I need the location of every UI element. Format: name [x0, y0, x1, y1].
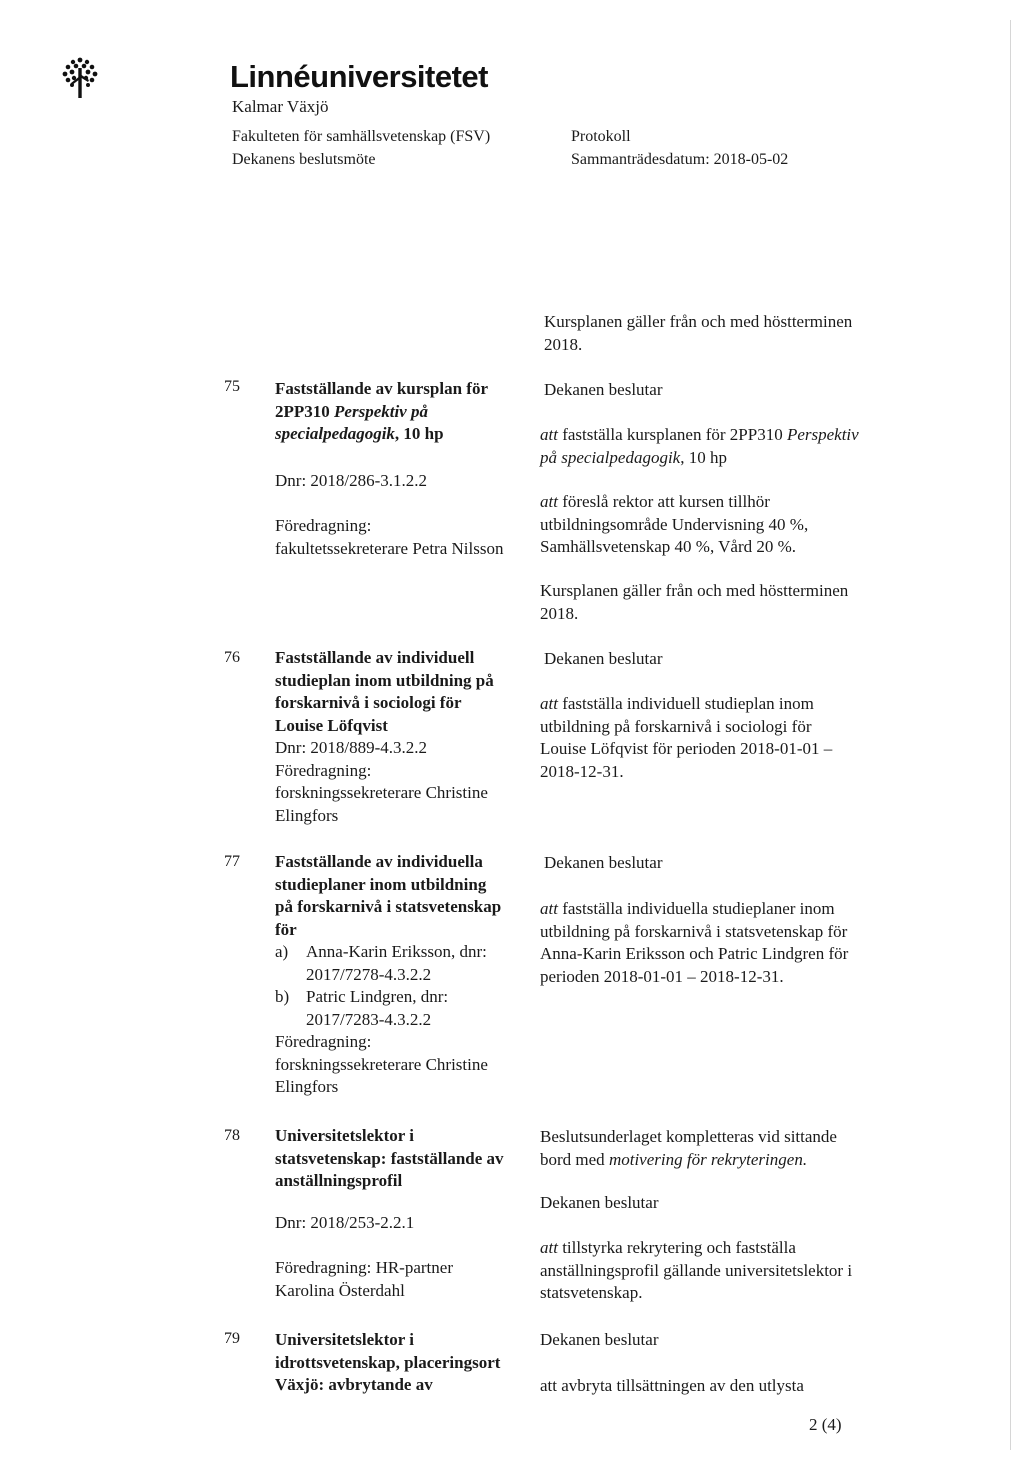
decision-text [540, 693, 832, 783]
list-item [275, 941, 535, 964]
presenter-name: Karolina Österdahl [275, 1280, 405, 1300]
decision-text [540, 898, 848, 988]
decision-line: perioden 2018-01-01 – 2018-12-31. [540, 966, 784, 986]
tree-logo-icon [60, 56, 100, 98]
course-code: 2PP310 [275, 401, 335, 421]
decision-line: utbildningsområde Undervisning 40 %, [540, 514, 809, 534]
decision-line: fastställa individuella studieplaner inom [557, 899, 835, 918]
list-marker: b) [275, 987, 290, 1006]
decision-line: Beslutsunderlaget kompletteras vid sittande [540, 1127, 837, 1146]
decision-text [540, 1237, 852, 1305]
agenda-item-title [275, 851, 535, 1099]
title-line: anställningsprofil [275, 1171, 403, 1190]
item-number: 77 [224, 853, 240, 870]
decision-line: anställningsprofil gällande universitetslektor i [540, 1260, 853, 1280]
item-number: 76 [224, 649, 240, 666]
att-word: att [540, 425, 558, 444]
decision-line: statsvetenskap. [540, 1283, 643, 1302]
agenda-item-title [275, 1329, 535, 1397]
decision-line: fastställa kursplanen för 2PP310 [557, 425, 787, 444]
title-line: studieplan inom utbildning på [275, 670, 494, 690]
decision-heading: Dekanen beslutar [540, 1330, 659, 1349]
decision-line: utbildning på forskarnivå i sociologi för [540, 716, 812, 736]
att-word: att [540, 492, 558, 511]
case-number: Dnr: 2018/253-2.2.1 [275, 1213, 415, 1232]
att-word: att [540, 899, 558, 918]
list-marker: a) [275, 942, 289, 961]
meeting-name: Dekanens beslutsmöte [232, 151, 376, 168]
title-line: idrottsvetenskap, placeringsort [275, 1352, 501, 1372]
att-word: att [540, 1238, 558, 1257]
decision-heading: Dekanen beslutar [544, 380, 663, 399]
decision-line: Anna-Karin Eriksson och Patric Lindgren för [540, 944, 849, 963]
decision-text [540, 491, 808, 559]
list-item [275, 986, 535, 1009]
course-credits: , 10 hp [680, 447, 727, 467]
title-line: statsvetenskap: fastställande av [275, 1148, 504, 1168]
agenda-item-title [275, 647, 530, 827]
carryover-line: Kursplanen gäller från och med höstterminen [544, 312, 853, 331]
decision-line: Louise Löfqvist för perioden 2018-01-01 – [540, 739, 833, 758]
course-credits: , 10 hp [394, 424, 444, 443]
university-name: Linnéuniversitetet [230, 59, 488, 94]
title-line: Fastställande av kursplan för [275, 379, 488, 398]
page-number: 2 (4) [809, 1415, 842, 1434]
decision-line: Kursplanen gäller från och med höstterminen [540, 581, 849, 600]
item-number: 78 [224, 1127, 240, 1144]
presenter-name: Elingfors [275, 1077, 339, 1096]
presenter-label: Föredragning: [275, 760, 372, 780]
title-line: Louise Löfqvist [275, 715, 388, 735]
decision-line: tillstyrka rekrytering och fastställa [557, 1238, 796, 1257]
carryover-note [544, 311, 852, 356]
title-line: på forskarnivå i statsvetenskap [275, 897, 502, 916]
course-name: på specialpedagogik [540, 447, 681, 467]
title-line: Fastställande av individuella [275, 852, 483, 871]
document-type: Protokoll [571, 128, 631, 145]
item-number: 75 [224, 378, 240, 395]
list-text: Anna-Karin Eriksson, dnr: [306, 942, 487, 961]
case-number: 2017/7278-4.3.2.2 [306, 964, 432, 984]
decision-preface [540, 1126, 837, 1171]
decision-line: 2018. [540, 603, 579, 623]
decision-heading: Dekanen beslutar [544, 853, 663, 872]
decision-line: föreslå rektor att kursen tillhör [557, 492, 770, 511]
page-edge-line [1010, 20, 1011, 1450]
presenter-name: forskningssekreterare Christine [275, 783, 488, 802]
meeting-date: Sammanträdesdatum: 2018-05-02 [571, 151, 789, 168]
decision-text [540, 424, 859, 469]
decision-text: att avbryta tillsättningen av den utlysta [540, 1376, 804, 1395]
att-word: att [540, 694, 558, 713]
decision-line: utbildning på forskarnivå i statsvetenskap för [540, 921, 848, 941]
presenter-label: Föredragning: [275, 1032, 372, 1051]
decision-heading: Dekanen beslutar [544, 649, 663, 668]
title-line: Universitetslektor i [275, 1330, 414, 1349]
course-name: Perspektiv på [334, 401, 428, 421]
title-line: för [275, 919, 297, 939]
course-name: specialpedagogik [275, 424, 395, 443]
faculty-name: Fakulteten för samhällsvetenskap (FSV) [232, 128, 491, 145]
presenter [275, 1257, 453, 1302]
presenter-label: Föredragning: HR-partner [275, 1258, 453, 1277]
presenter-name: Elingfors [275, 805, 339, 825]
decision-line: Samhällsvetenskap 40 %, Vård 20 %. [540, 537, 797, 556]
presenter-name: fakultetssekreterare Petra Nilsson [275, 538, 504, 558]
decision-heading: Dekanen beslutar [540, 1193, 659, 1212]
presenter-label: Föredragning: [275, 516, 372, 535]
university-cities: Kalmar Växjö [232, 97, 329, 116]
course-name: Perspektiv [786, 425, 859, 444]
item-number: 79 [224, 1330, 240, 1347]
agenda-item-title [275, 1125, 535, 1193]
decision-line: fastställa individuell studieplan inom [557, 694, 814, 713]
case-number: Dnr: 2018/286-3.1.2.2 [275, 471, 428, 490]
case-number: 2017/7283-4.3.2.2 [306, 1009, 432, 1029]
list-text: Patric Lindgren, dnr: [306, 987, 449, 1006]
presenter-name: forskningssekreterare Christine [275, 1054, 488, 1074]
title-line: studieplaner inom utbildning [275, 874, 487, 894]
decision-line: bord med [540, 1149, 609, 1169]
case-number: Dnr: 2018/889-4.3.2.2 [275, 738, 428, 757]
title-line: Universitetslektor i [275, 1126, 414, 1145]
presenter [275, 515, 503, 560]
agenda-item-title [275, 378, 530, 446]
title-line: Växjö: avbrytande av [275, 1375, 433, 1394]
decision-emphasis: motivering för rekryteringen. [608, 1149, 808, 1169]
title-line: Fastställande av individuell [275, 648, 475, 667]
carryover-line: 2018. [544, 334, 583, 354]
decision-note [540, 580, 848, 625]
title-line: forskarnivå i sociologi för [275, 693, 462, 712]
decision-line: 2018-12-31. [540, 761, 624, 781]
